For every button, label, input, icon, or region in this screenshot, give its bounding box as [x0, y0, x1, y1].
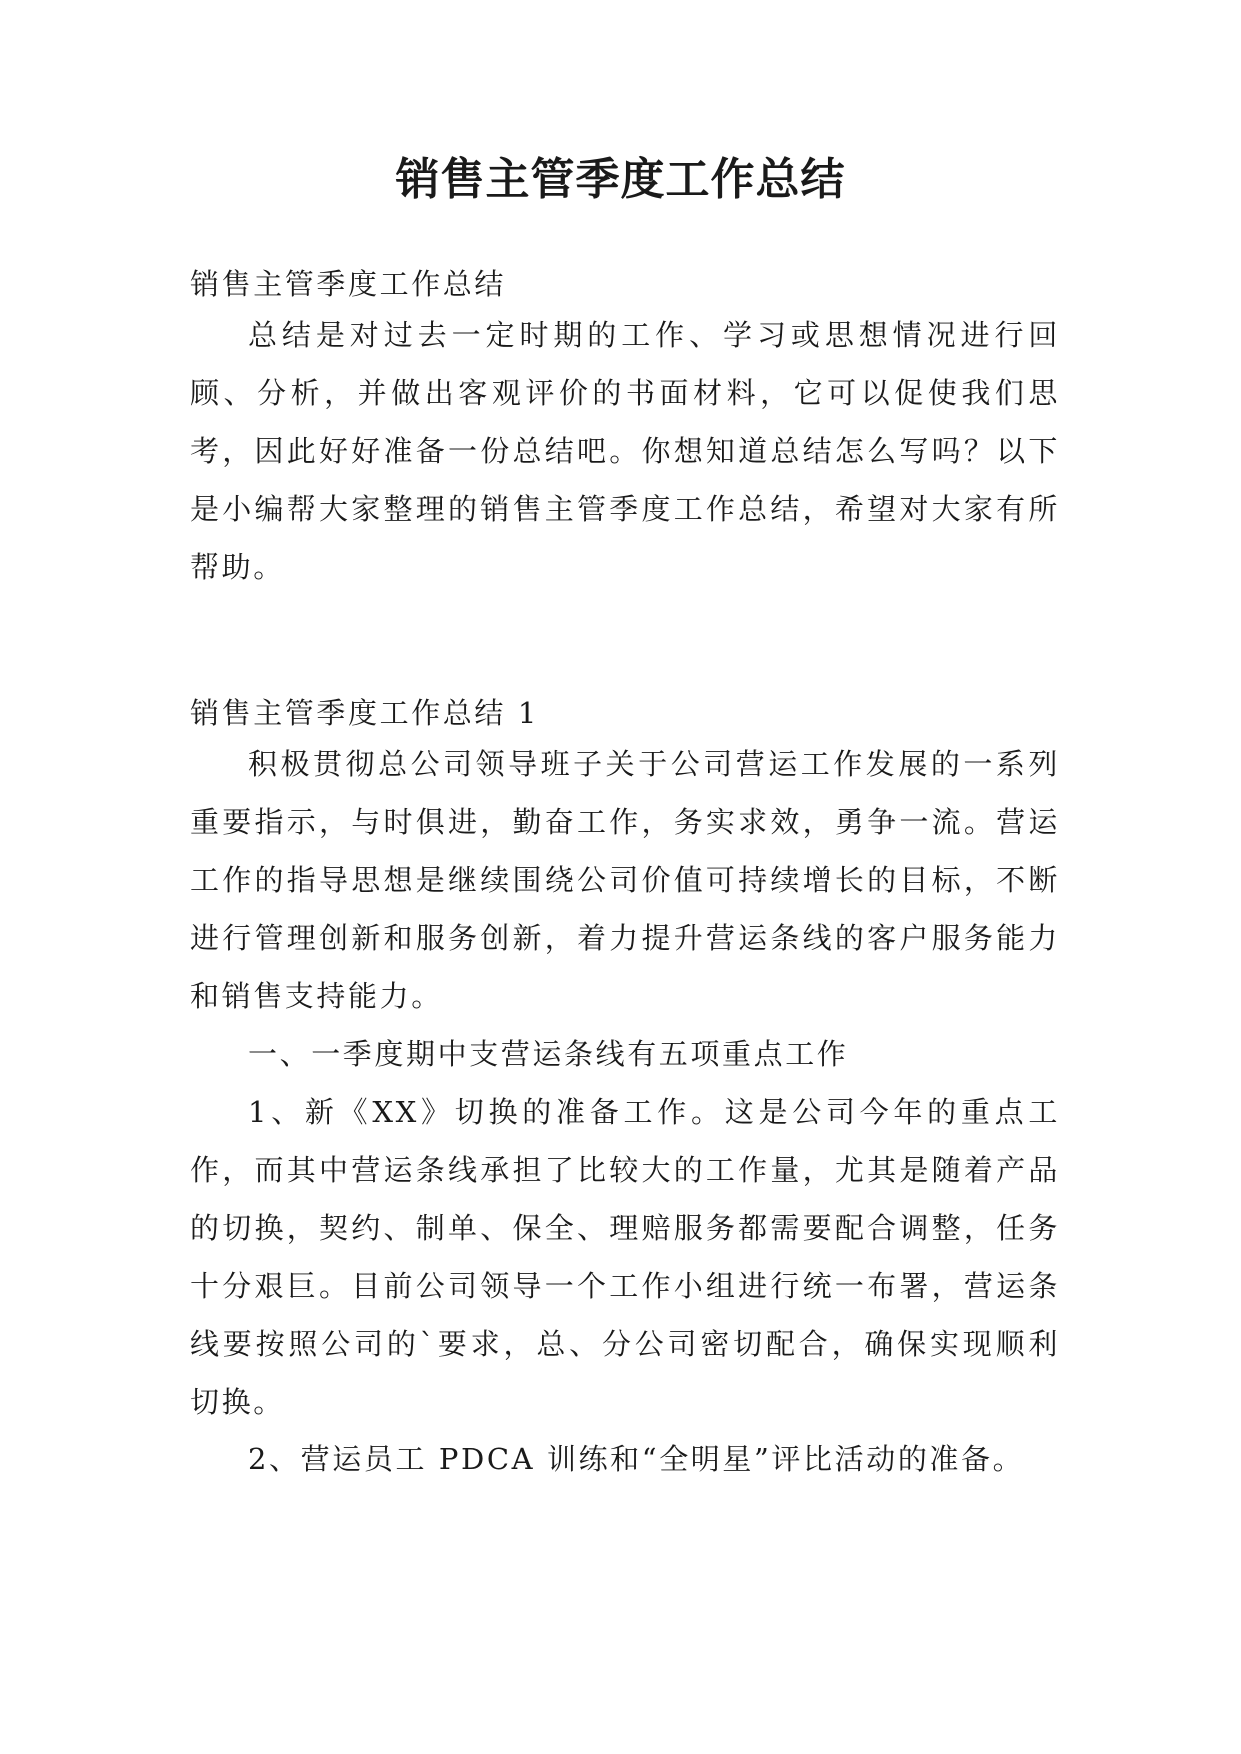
section-heading: 销售主管季度工作总结 1 — [190, 696, 539, 730]
intro-paragraph: 总结是对过去一定时期的工作、学习或思想情况进行回顾、分析，并做出客观评价的书面材料，它可以促使我们思考，因此好好准备一份总结吧。你想知道总结怎么写吗？以下是小编帮大家整理的销售主管季度工作总结，希望对大家有所帮助。 — [190, 318, 1060, 584]
section-paragraph: 积极贯彻总公司领导班子关于公司营运工作发展的一系列重要指示，与时俱进，勤奋工作，务实求效，勇争一流。营运工作的指导思想是继续围绕公司价值可持续增长的目标，不断进行管理创新和服务创新，着力提升营运条线的客户服务能力和销售支持能力。 — [190, 747, 1060, 1013]
document-title: 销售主管季度工作总结 — [395, 154, 846, 205]
intro-heading: 销售主管季度工作总结 — [190, 267, 507, 301]
subheading: 一、一季度期中支营运条线有五项重点工作 — [248, 1037, 849, 1071]
list-item-1: 1、新《XX》切换的准备工作。这是公司今年的重点工作，而其中营运条线承担了比较大的工作量，尤其是随着产品的切换，契约、制单、保全、理赔服务都需要配合调整，任务十分艰巨。目前公司领导一个工作小组进行统一布署，营运条线要按照公司的`要求，总、分公司密切配合，确保实现顺利切换。 — [190, 1095, 1060, 1419]
list-item-2: 2、营运员工 PDCA 训练和“全明星”评比活动的准备。 — [248, 1442, 1025, 1476]
